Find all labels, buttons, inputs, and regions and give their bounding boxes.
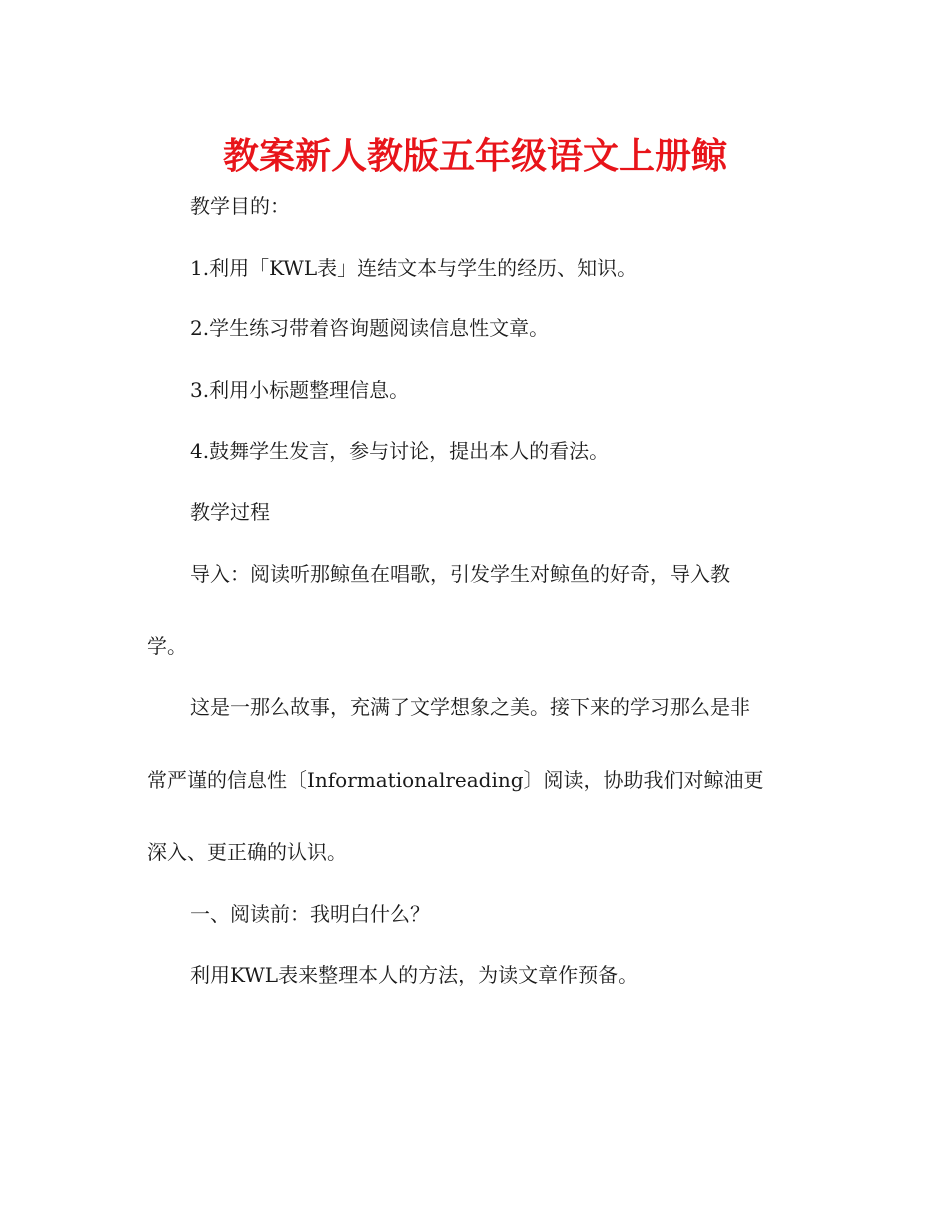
process-heading: 教学过程 — [190, 500, 270, 524]
section-one-text: 利用KWL表来整理本人的方法，为读文章作预备。 — [190, 963, 639, 987]
objective-4: 4.鼓舞学生发言，参与讨论，提出本人的看法。 — [190, 439, 610, 463]
story-paragraph-line-1: 这是一那么故事，充满了文学想象之美。接下来的学习那么是非 — [190, 695, 750, 719]
document-title: 教案新人教版五年级语文上册鲸 — [222, 136, 727, 177]
section-one-heading: 一、阅读前：我明白什么？ — [190, 902, 430, 926]
objective-3: 3.利用小标题整理信息。 — [190, 378, 410, 402]
objectives-heading: 教学目的： — [190, 194, 290, 218]
story-paragraph-line-2: 常严谨的信息性〔Informationalreading〕阅读，协助我们对鲸油更 — [147, 768, 764, 792]
intro-paragraph-line-2: 学。 — [147, 634, 187, 658]
objective-2: 2.学生练习带着咨询题阅读信息性文章。 — [190, 316, 550, 340]
intro-paragraph-line-1: 导入：阅读听那鲸鱼在唱歌，引发学生对鲸鱼的好奇，导入教 — [190, 562, 730, 586]
story-paragraph-line-3: 深入、更正确的认识。 — [147, 840, 347, 864]
objective-1: 1.利用「KWL表」连结文本与学生的经历、知识。 — [190, 256, 638, 280]
